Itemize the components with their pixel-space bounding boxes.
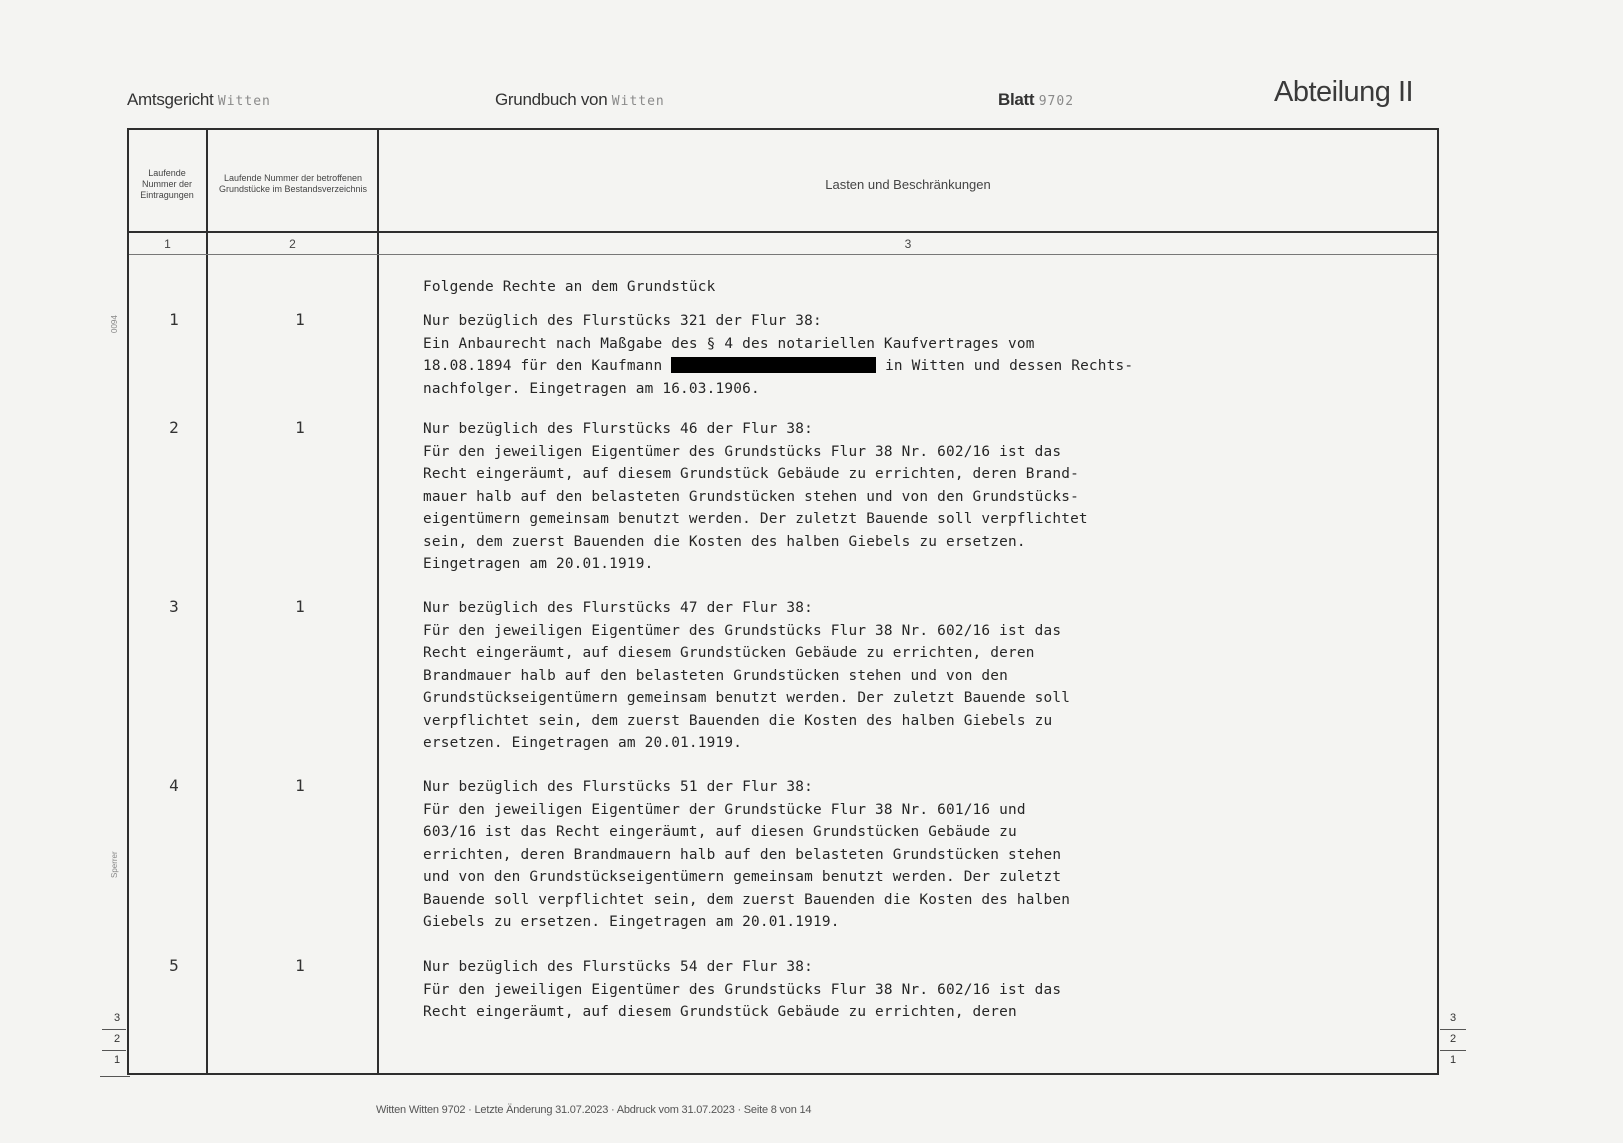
entry-text: Nur bezüglich des Flurstücks 47 der Flur 38: Für den jeweiligen Eigentümer des Grundstücks Flur 38 Nr. 602/16 ist das Recht eingeräumt, auf diesem Grundstücken Gebäude zu errichten, deren Brandmauer halb auf den belasteten Grundstücken stehen und von den Grundstückseigentümern gemeinsam benutzt werden. Der zuletzt Bauende soll verpflichtet sein, dem zuerst Bauenden die Kosten des halben Giebels zu ersetzen. Eingetragen am 20.01.1919. [423,600,1071,751]
right-tick-2: 2 [1449,1033,1457,1045]
grundbuch-label [495,90,665,110]
intro-text: Folgende Rechte an dem Grundstück [423,279,716,295]
entry-line: Ein Anbaurecht nach Maßgabe des § 4 des notariellen Kaufvertrages vom [423,335,1035,352]
left-tick-3: 3 [113,1012,121,1024]
colnum-divider [129,254,1437,255]
amtsgericht-label-text: Amtsgericht [127,90,214,109]
entry-grundstueck-nr: 1 [295,310,305,329]
tick-line [102,1050,126,1051]
blatt-label [998,90,1074,110]
column-header-grundstueck-nr: Laufende Nummer der betroffenen Grundstücke im Bestandsverzeichnis [218,173,368,194]
entry-lfd-nr: 2 [169,418,179,437]
entry-text: Nur bezüglich des Flurstücks 54 der Flur 38: Für den jeweiligen Eigentümer des Grundstücks Flur 38 Nr. 602/16 ist das Recht eingeräumt, auf diesem Grundstück Gebäude zu errichten, deren [423,959,1062,1020]
entry-line: Nur bezüglich des Flurstücks 321 der Flur 38: [423,313,822,329]
grundbuch-table [127,128,1439,1075]
tick-line [1440,1050,1466,1051]
tick-line [102,1029,126,1030]
grundbuch-label-text: Grundbuch von [495,90,608,109]
margin-note-middle: Sperrer [110,851,119,878]
entry-lfd-nr: 4 [169,776,179,795]
margin-note-top: 0094 [110,315,119,333]
page-footer: Witten Witten 9702 · Letzte Änderung 31.07.2023 · Abdruck vom 31.07.2023 · Seite 8 von 14 [376,1104,812,1116]
tick-line [100,1076,130,1077]
entry-text [423,310,1423,400]
entry-grundstueck-nr: 1 [295,956,305,975]
grundbuch-value: Witten [611,94,665,109]
entry-lfd-nr: 1 [169,310,179,329]
column-number-3: 3 [904,237,912,251]
entry-text: Nur bezüglich des Flurstücks 51 der Flur 38: Für den jeweiligen Eigentümer der Grundstücke Flur 38 Nr. 601/16 und 603/16 ist das Recht eingeräumt, auf diesen Grundstücken Gebäude zu errichten, deren Brandmauern halb auf den belasteten Grundstücken stehen und von den Grundstückseigentümern gemeinsam benutzt werden. Der zuletzt Bauende soll verpflichtet sein, dem zuerst Bauenden die Kosten des halben Giebels zu ersetzen. Eingetragen am 20.01.1919. [423,779,1071,930]
entry-grundstueck-nr: 1 [295,597,305,616]
blatt-value: 9702 [1038,94,1075,109]
left-tick-2: 2 [113,1033,121,1045]
entry-lfd-nr: 3 [169,597,179,616]
redaction-bar [671,357,876,373]
tick-line [1440,1029,1466,1030]
abteilung-title: Abteilung II [1274,76,1414,108]
right-tick-3: 3 [1449,1012,1457,1024]
column-header-lasten: Lasten und Beschränkungen [825,176,991,192]
column-divider [377,130,379,1073]
entry-line: in Witten und dessen Rechts- [876,358,1134,374]
entry-text: Nur bezüglich des Flurstücks 46 der Flur 38: Für den jeweiligen Eigentümer des Grundstücks Flur 38 Nr. 602/16 ist das Recht eingeräumt, auf diesem Grundstück Gebäude zu errichten, deren Brand- mauer halb auf den belasteten Grundstücken stehen und von den Grundstücks- eigentümern gemeinsam benutzt werden. Der zuletzt Bauende soll verpflichtet sein, dem zuerst Bauenden die Kosten des halben Giebels zu ersetzen. Eingetragen am 20.01.1919. [423,421,1088,572]
entry-grundstueck-nr: 1 [295,418,305,437]
entry-line: 18.08.1894 für den Kaufmann [423,358,672,374]
entry-grundstueck-nr: 1 [295,776,305,795]
blatt-label-text: Blatt [998,90,1035,109]
column-number-1: 1 [164,237,171,251]
entry-lfd-nr: 5 [169,956,179,975]
right-tick-1: 1 [1449,1054,1457,1066]
left-tick-1: 1 [113,1054,121,1066]
column-divider [206,130,208,1073]
amtsgericht-value: Witten [217,94,271,109]
entry-line: nachfolger. Eingetragen am 16.03.1906. [423,380,760,397]
column-header-lfd-nr: Laufende Nummer der Eintragungen [140,167,194,200]
column-number-2: 2 [289,237,296,251]
amtsgericht-label [127,90,271,110]
